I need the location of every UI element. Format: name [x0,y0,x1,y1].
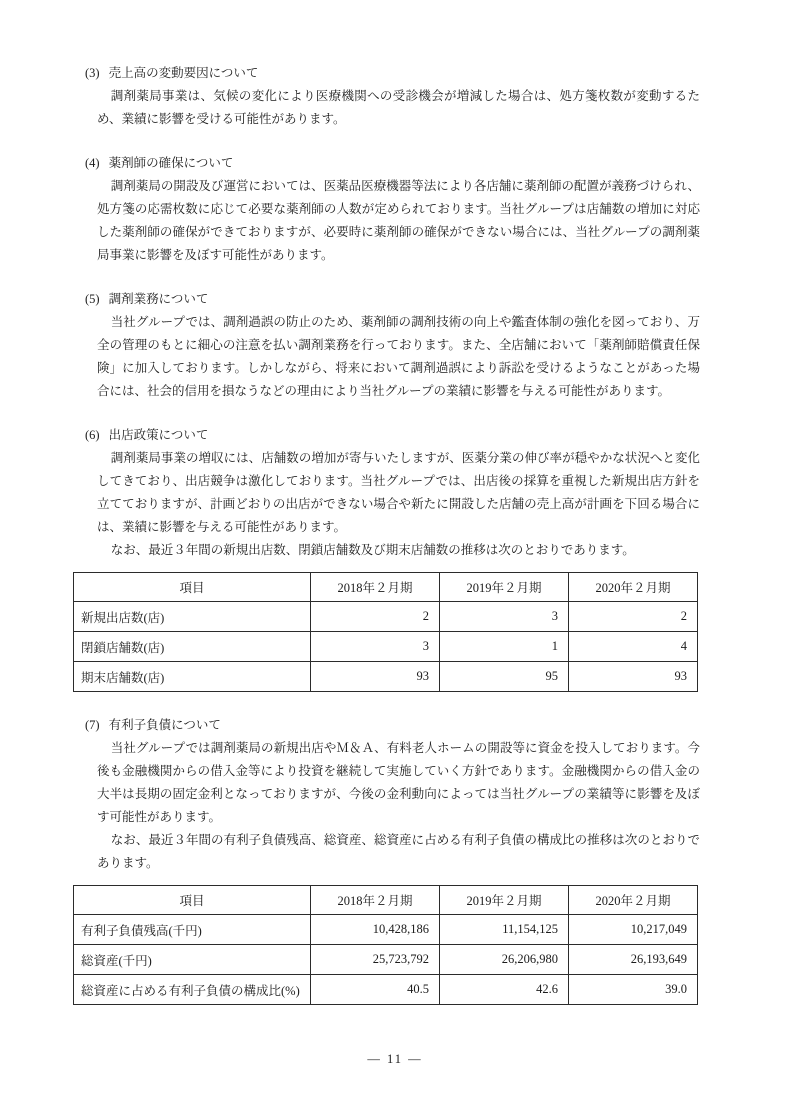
cell-value: 25,723,792 [311,945,440,975]
row-label: 閉鎖店舗数(店) [74,632,311,662]
paragraph: なお、最近３年間の有利子負債残高、総資産、総資産に占める有利子負債の構成比の推移は次のとおりであります。 [97,833,700,870]
table-row-closed-stores [74,632,698,662]
section-sales-fluctuation [85,62,700,131]
row-label: 新規出店数(店) [74,602,311,632]
cell-value: 3 [440,602,569,632]
section-pharmacist-securing [85,152,700,267]
row-label: 期末店舗数(店) [74,662,311,692]
row-label: 総資産(千円) [74,945,311,975]
paragraph: 当社グループでは調剤薬局の新規出店やＭ＆Ａ、有料老人ホームの開設等に資金を投入しております。今後も金融機関からの借入金等により投資を継続して実施していく方針であります。金融機関からの借入金の大半は長期の固定金利となっておりますが、今後の金利動向によっては当社グループの業績等に影響を及ぼす可能性があります。 [97,741,700,824]
cell-value: 4 [569,632,698,662]
section-heading [85,714,700,737]
table-header-fy2019: 2019年２月期 [440,886,569,915]
cell-value: 1 [440,632,569,662]
cell-value: 3 [311,632,440,662]
section-body [97,311,700,403]
section-number: (4) [85,156,100,170]
section-heading [85,424,700,447]
cell-value: 40.5 [311,975,440,1005]
table-header-fy2020: 2020年２月期 [569,573,698,602]
section-body [97,175,700,267]
section-body [97,737,700,875]
paragraph: なお、最近３年間の新規出店数、閉鎖店舗数及び期末店舗数の推移は次のとおりであります。 [110,543,635,557]
paragraph: 調剤薬局の開設及び運営においては、医薬品医療機器等法により各店舗に薬剤師の配置が義務づけられ、処方箋の応需枚数に応じて必要な薬剤師の人数が定められております。当社グループは店舗数の増加に対応した薬剤師の確保ができておりますが、必要時に薬剤師の確保ができない場合には、当社グループの調剤薬局事業に影響を及ぼす可能性があります。 [97,179,700,262]
section-title: 有利子負債について [108,718,221,732]
section-title: 調剤業務について [108,292,209,306]
table-row-debt-ratio [74,975,698,1005]
cell-value: 26,193,649 [569,945,698,975]
section-body [97,85,700,131]
section-dispensing-operations [85,288,700,403]
table-header-item: 項目 [74,886,311,915]
cell-value: 39.0 [569,975,698,1005]
row-label: 総資産に占める有利子負債の構成比(%) [74,975,311,1005]
cell-value: 93 [311,662,440,692]
section-interest-bearing-debt [81,714,700,1005]
section-number: (7) [85,718,100,732]
table-row-debt-balance [74,915,698,945]
paragraph: 調剤薬局事業の増収には、店舗数の増加が寄与いたしますが、医薬分業の伸び率が穏やかな状況へと変化してきており、出店競争は激化しております。当社グループでは、出店後の採算を重視した新規出店方針を立てておりますが、計画どおりの出店ができない場合や新たに開設した店舗の売上高が計画を下回る場合には、業績に影響を与える可能性があります。 [97,451,700,534]
table-header-row [74,886,698,915]
table-row-period-end-stores [74,662,698,692]
table-row-total-assets [74,945,698,975]
page-number: ― 11 ― [367,1052,423,1066]
paragraph: 調剤薬局事業は、気候の変化により医療機関への受診機会が増減した場合は、処方箋枚数が変動するため、業績に影響を受ける可能性があります。 [97,89,700,126]
table-header-fy2019: 2019年２月期 [440,573,569,602]
section-store-opening-policy [81,424,700,692]
table-header-fy2018: 2018年２月期 [311,573,440,602]
section-title: 出店政策について [108,428,209,442]
table-header-item: 項目 [74,573,311,602]
table-row-new-stores [74,602,698,632]
section-heading [85,62,700,85]
cell-value: 26,206,980 [440,945,569,975]
cell-value: 2 [569,602,698,632]
section-body [97,447,700,562]
cell-value: 10,217,049 [569,915,698,945]
row-label: 有利子負債残高(千円) [74,915,311,945]
store-count-table [73,572,698,692]
cell-value: 11,154,125 [440,915,569,945]
section-title: 薬剤師の確保について [108,156,234,170]
section-number: (5) [85,292,100,306]
table-header-row [74,573,698,602]
cell-value: 95 [440,662,569,692]
section-heading [85,152,700,175]
debt-table [73,885,698,1005]
cell-value: 93 [569,662,698,692]
table-header-fy2018: 2018年２月期 [311,886,440,915]
section-number: (6) [85,428,100,442]
paragraph: 当社グループでは、調剤過誤の防止のため、薬剤師の調剤技術の向上や鑑査体制の強化を図っており、万全の管理のもとに細心の注意を払い調剤業務を行っております。また、全店舗において「薬剤師賠償責任保険」に加入しております。しかしながら、将来において調剤過誤により訴訟を受けるようなことがあった場合には、社会的信用を損なうなどの理由により当社グループの業績に影響を与える可能性があります。 [97,315,700,398]
cell-value: 42.6 [440,975,569,1005]
section-number: (3) [85,66,100,80]
cell-value: 2 [311,602,440,632]
section-heading [85,288,700,311]
cell-value: 10,428,186 [311,915,440,945]
section-title: 売上高の変動要因について [108,66,259,80]
table-header-fy2020: 2020年２月期 [569,886,698,915]
